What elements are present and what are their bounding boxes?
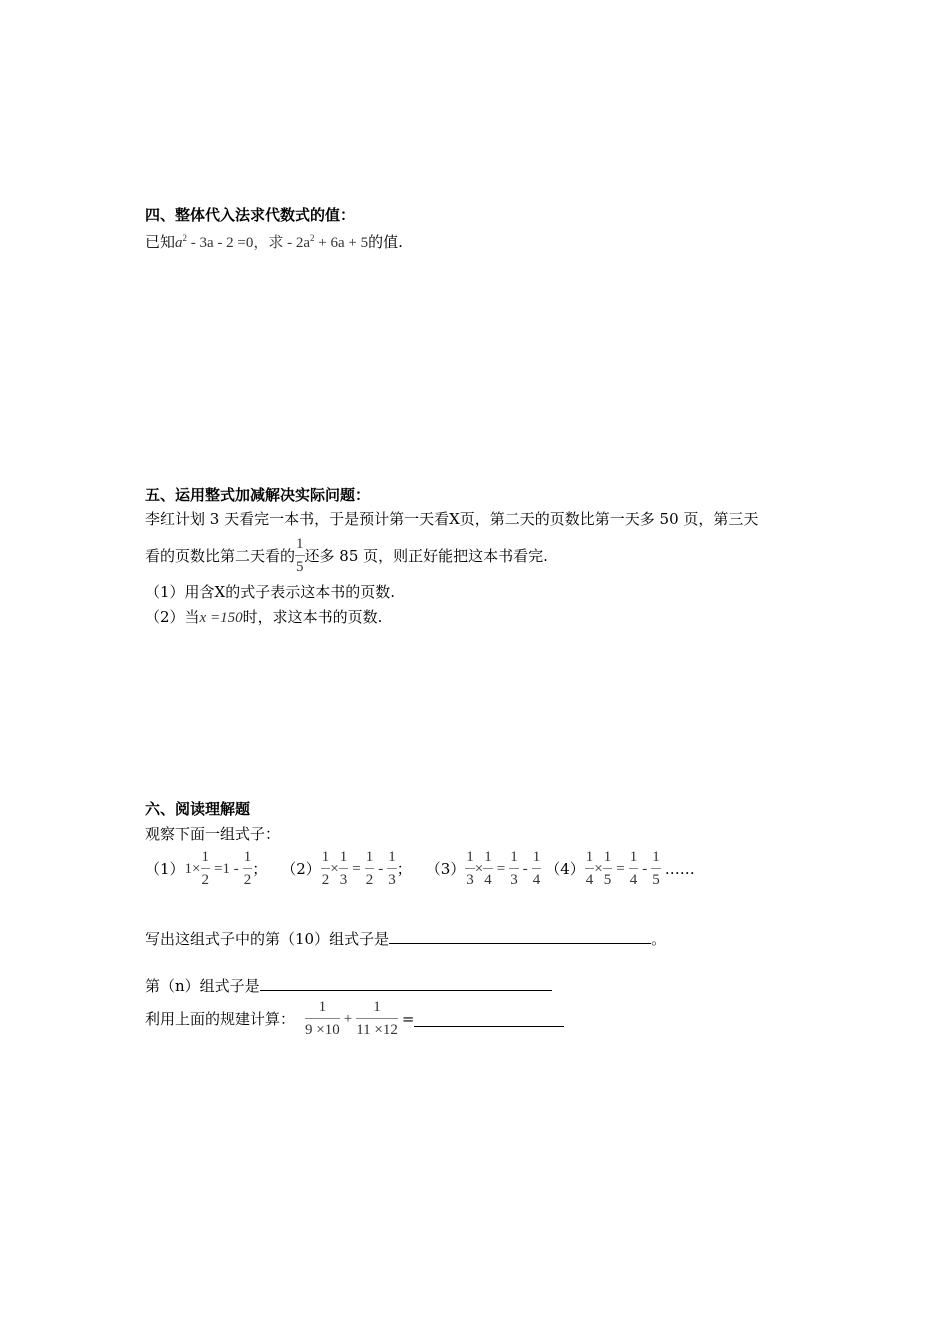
line2-pre: 看的页数比第二天看的	[145, 546, 296, 565]
section5-q1: （1）用含X的式子表示这本书的页数.	[145, 583, 395, 601]
ellipsis: ……	[664, 859, 695, 878]
section5-heading: 五、运用整式加减解决实际问题：	[145, 486, 371, 504]
section5-line1: 李红计划 3 天看完一本书，于是预计第一天看X页，第二天的页数比第一天多 50 页，第三天	[145, 510, 759, 528]
q-end: 的值.	[368, 233, 403, 251]
frac-1-3: $\frac{1}{3}$	[388, 849, 396, 888]
frac-1-5: $\frac{1}{5}$	[652, 849, 660, 888]
section6-intro: 观察下面一组式子：	[145, 825, 281, 843]
section6-heading: 六、阅读理解题	[145, 800, 251, 818]
frac-1-3: $\frac{1}{3}$	[510, 849, 518, 888]
equation-tail: + 6a + 5	[314, 235, 369, 251]
answer-blank-calc[interactable]	[414, 1011, 564, 1027]
frac-1-2: $\frac{1}{2}$	[201, 849, 210, 888]
question-n: 第（n）组式子是	[145, 975, 552, 994]
frac-1-2: $\frac{1}{2}$	[365, 849, 374, 888]
frac-1-4: $\frac{1}{4}$	[585, 849, 594, 888]
question-10: 写出这组式子中的第（10）组式子是 。	[145, 930, 667, 948]
section5-line2	[145, 537, 548, 575]
q2-math: x =150	[199, 610, 243, 626]
frac-1-2: $\frac{1}{2}$	[243, 849, 252, 888]
frac-1-11x12: $\frac{1}{11 \times 12}$	[356, 999, 398, 1038]
equation-part: - 3a - 2 =0，求 - 2a	[187, 235, 311, 251]
frac-1-3: $\frac{1}{3}$	[339, 849, 348, 888]
calc-question: 利用上面的规建计算： $\frac{1}{9 \times 10}$ + $\frac{1}{11 \times 12}$ =	[145, 1000, 564, 1038]
sup-2b: 2	[310, 233, 315, 243]
frac-1-4: $\frac{1}{4}$	[629, 849, 638, 888]
var-a: a	[175, 235, 183, 251]
frac-1-4: $\frac{1}{4}$	[484, 849, 492, 888]
fraction-1-5: $\frac{1}{5}$	[296, 536, 304, 575]
line2-post: 还多 85 页，则正好能把这本书看完.	[304, 546, 548, 565]
equation-row: （1） 1× $\frac{1}{2}$ =1 - $\frac{1}{2}$ ； （2） $\frac{1}{2}$ × $\frac{1}{3}$ = $\frac{1}{2}$ - $\frac{1}{3}$ ； （3） $\frac{1}{3}$ × $\frac{1}{4}$ = $\frac{1}{3}$ - $\frac{1}{4}$ （4） $\frac{1}{4}$ × $\frac{1}{5}$ = $\frac{1}{4}$ - $\frac{1}{5}$ ……	[145, 849, 695, 888]
answer-blank-10[interactable]	[389, 928, 651, 944]
frac-1-9x10: $\frac{1}{9 \times 10}$	[305, 999, 340, 1038]
section4-heading: 四、整体代入法求代数式的值：	[145, 206, 356, 224]
sup-2: 2	[182, 233, 188, 243]
section4-question	[145, 234, 403, 251]
frac-1-5: $\frac{1}{5}$	[603, 849, 612, 888]
section5-q2: （2）当x =150时，求这本书的页数.	[145, 608, 383, 626]
frac-1-3: $\frac{1}{3}$	[466, 849, 474, 888]
answer-blank-n[interactable]	[260, 975, 552, 991]
frac-1-2: $\frac{1}{2}$	[321, 849, 330, 888]
q-prefix: 已知	[145, 233, 176, 251]
frac-1-4: $\frac{1}{4}$	[532, 849, 541, 888]
